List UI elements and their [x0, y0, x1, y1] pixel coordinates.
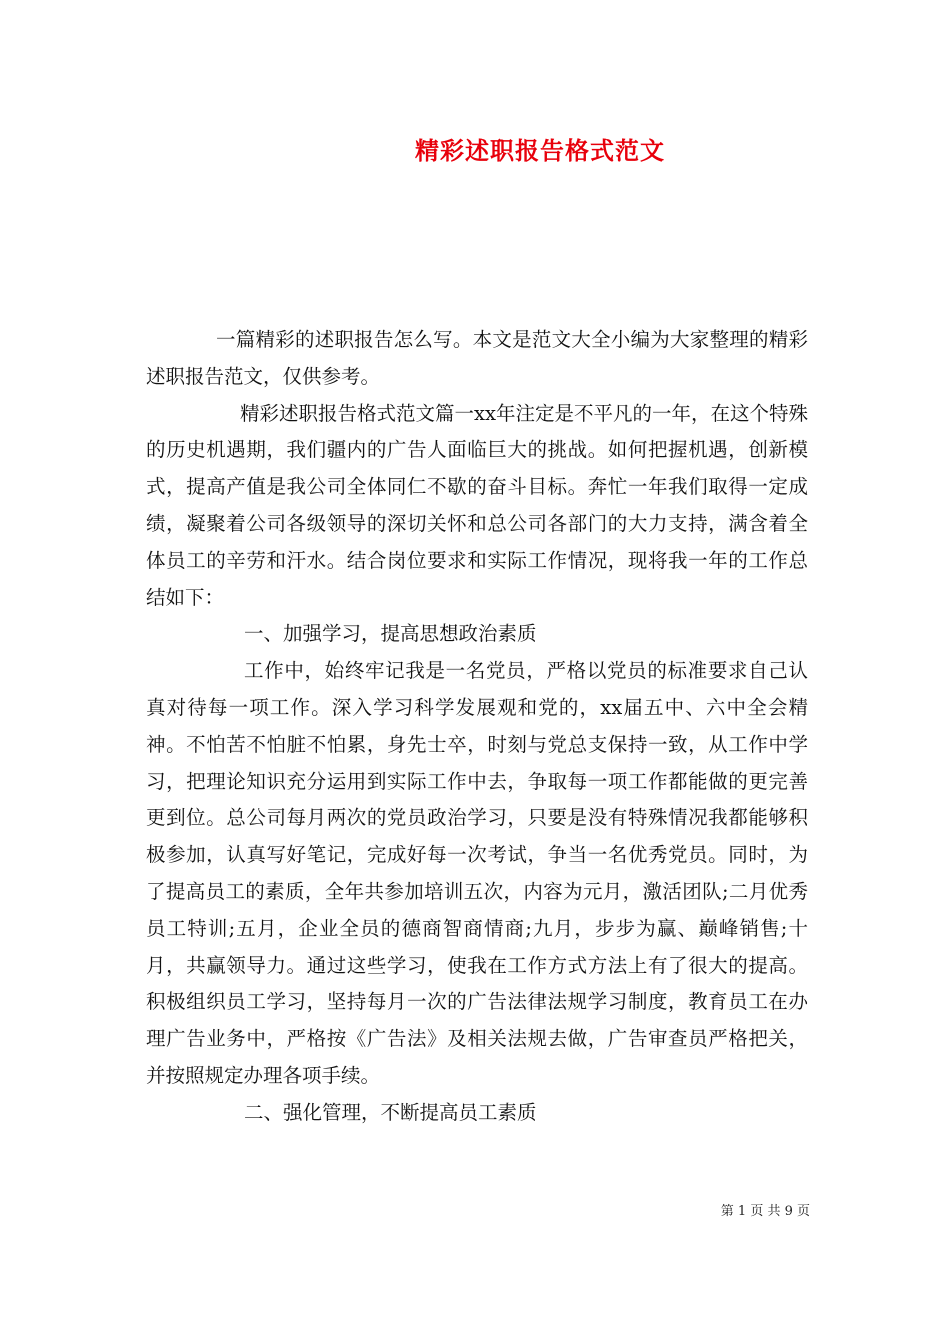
paragraph-intro: 一篇精彩的述职报告怎么写。本文是范文大全小编为大家整理的精彩述职报告范文，仅供参考。: [146, 328, 808, 388]
paragraph-report-opening: 精彩述职报告格式范文篇一xx年注定是不平凡的一年，在这个特殊的历史机遇期，我们疆内的广告人面临巨大的挑战。如何把握机遇，创新模式，提高产值是我公司全体同仁不歇的奋斗目标。奔忙一年我们取得一定成绩，凝聚着公司各级领导的深切关怀和总公司各部门的大力支持，满含着全体员工的辛劳和汗水。结合岗位要求和实际工作情况，现将我一年的工作总结如下：: [146, 401, 808, 609]
page-number-footer: 第 1 页 共 9 页: [720, 1204, 810, 1219]
paragraph-section-1: 工作中，始终牢记我是一名党员，严格以党员的标准要求自己认真对待每一项工作。深入学习科学发展观和党的，xx届五中、六中全会精神。不怕苦不怕脏不怕累，身先士卒，时刻与党总支保持一致，从工作中学习，把理论知识充分运用到实际工作中去，争取每一项工作都能做的更完善更到位。总公司每月两次的党员政治学习，只要是没有特殊情况我都能够积极参加，认真写好笔记，完成好每一次考试，争当一名优秀党员。同时，为了提高员工的素质，全年共参加培训五次，内容为元月，激活团队;二月优秀员工特训;五月，企业全员的德商智商情商;九月，步步为赢、巅峰销售;十月，共赢领导力。通过这些学习，使我在工作方式方法上有了很大的提高。积极组织员工学习，坚持每月一次的广告法律法规学习制度，教育员工在办理广告业务中，严格按《广告法》及相关法规去做，广告审查员严格把关，并按照规定办理各项手续。: [146, 659, 808, 1087]
section-heading-1: 一、加强学习，提高思想政治素质: [244, 622, 537, 646]
document-title: 精彩述职报告格式范文: [415, 136, 665, 165]
document-body: [146, 322, 808, 1132]
section-heading-2: 二、强化管理，不断提高员工素质: [244, 1100, 537, 1124]
